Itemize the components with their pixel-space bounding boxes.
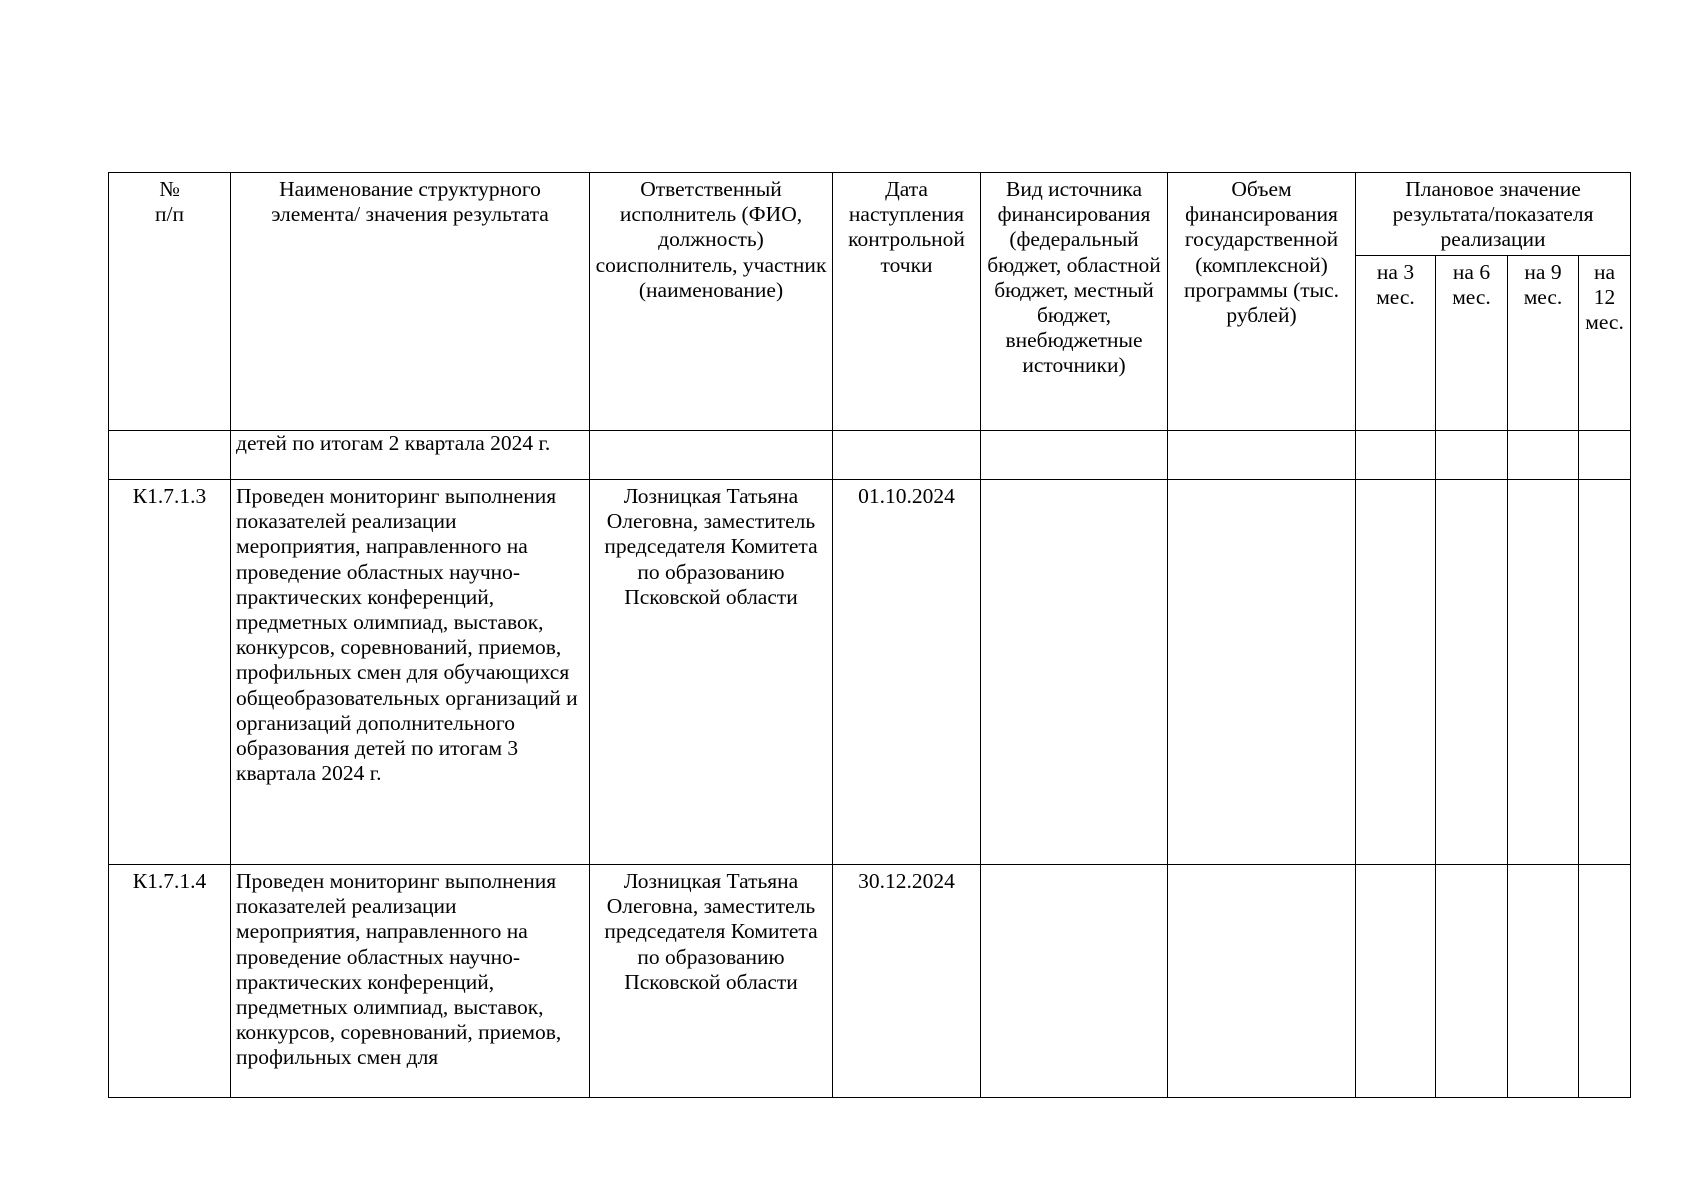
header-source: Вид источника финансирования (федеральный бюджет, областной бюджет, местный бюджет, внебюджетные источники) [981, 173, 1168, 431]
cell-m12 [1579, 431, 1631, 480]
cell-num: К1.7.1.4 [109, 865, 231, 1098]
cell-date [833, 431, 981, 480]
header-date: Дата наступления контрольной точки [833, 173, 981, 431]
cell-name: Проведен мониторинг выполнения показателей реализации мероприятия, направленного на проведение областных научно-практических конференций, предметных олимпиад, выставок, конкурсов, соревнований, приемов, профильных смен для [231, 865, 590, 1098]
cell-m9 [1508, 431, 1579, 480]
cell-responsible: Лозницкая Татьяна Олеговна, заместитель председателя Комитета по образованию Псковской области [590, 865, 833, 1098]
table-row [109, 480, 1631, 865]
table-row [109, 431, 1631, 480]
header-m12: на 12 мес. [1579, 256, 1631, 431]
cell-responsible [590, 431, 833, 480]
header-planned: Плановое значение результата/показателя реализации [1356, 173, 1631, 256]
table-header-row [109, 173, 1631, 256]
cell-m6 [1436, 480, 1508, 865]
header-volume: Объем финансирования государственной (комплексной) программы (тыс. рублей) [1168, 173, 1356, 431]
table-row [109, 865, 1631, 1098]
cell-source [981, 431, 1168, 480]
cell-source [981, 865, 1168, 1098]
header-m9: на 9 мес. [1508, 256, 1579, 431]
cell-name: детей по итогам 2 квартала 2024 г. [231, 431, 590, 480]
cell-m12 [1579, 480, 1631, 865]
cell-date: 01.10.2024 [833, 480, 981, 865]
header-name: Наименование структурного элемента/ значения результата [231, 173, 590, 431]
cell-num [109, 431, 231, 480]
cell-date: 30.12.2024 [833, 865, 981, 1098]
cell-source [981, 480, 1168, 865]
header-responsible: Ответственный исполнитель (ФИО, должность) соисполнитель, участник (наименование) [590, 173, 833, 431]
cell-responsible: Лозницкая Татьяна Олеговна, заместитель председателя Комитета по образованию Псковской области [590, 480, 833, 865]
cell-m3 [1356, 480, 1436, 865]
cell-name: Проведен мониторинг выполнения показателей реализации мероприятия, направленного на проведение областных научно-практических конференций, предметных олимпиад, выставок, конкурсов, соревнований, приемов, профильных смен для обучающихся общеобразовательных организаций и организаций дополнительного образования детей по итогам 3 квартала 2024 г. [231, 480, 590, 865]
cell-m6 [1436, 865, 1508, 1098]
cell-volume [1168, 480, 1356, 865]
cell-m3 [1356, 865, 1436, 1098]
cell-m9 [1508, 480, 1579, 865]
cell-m3 [1356, 431, 1436, 480]
header-num: № п/п [109, 173, 231, 431]
cell-m9 [1508, 865, 1579, 1098]
header-m3: на 3 мес. [1356, 256, 1436, 431]
header-m6: на 6 мес. [1436, 256, 1508, 431]
cell-num: К1.7.1.3 [109, 480, 231, 865]
cell-volume [1168, 865, 1356, 1098]
control-points-table [108, 172, 1631, 1098]
cell-m6 [1436, 431, 1508, 480]
cell-m12 [1579, 865, 1631, 1098]
cell-volume [1168, 431, 1356, 480]
